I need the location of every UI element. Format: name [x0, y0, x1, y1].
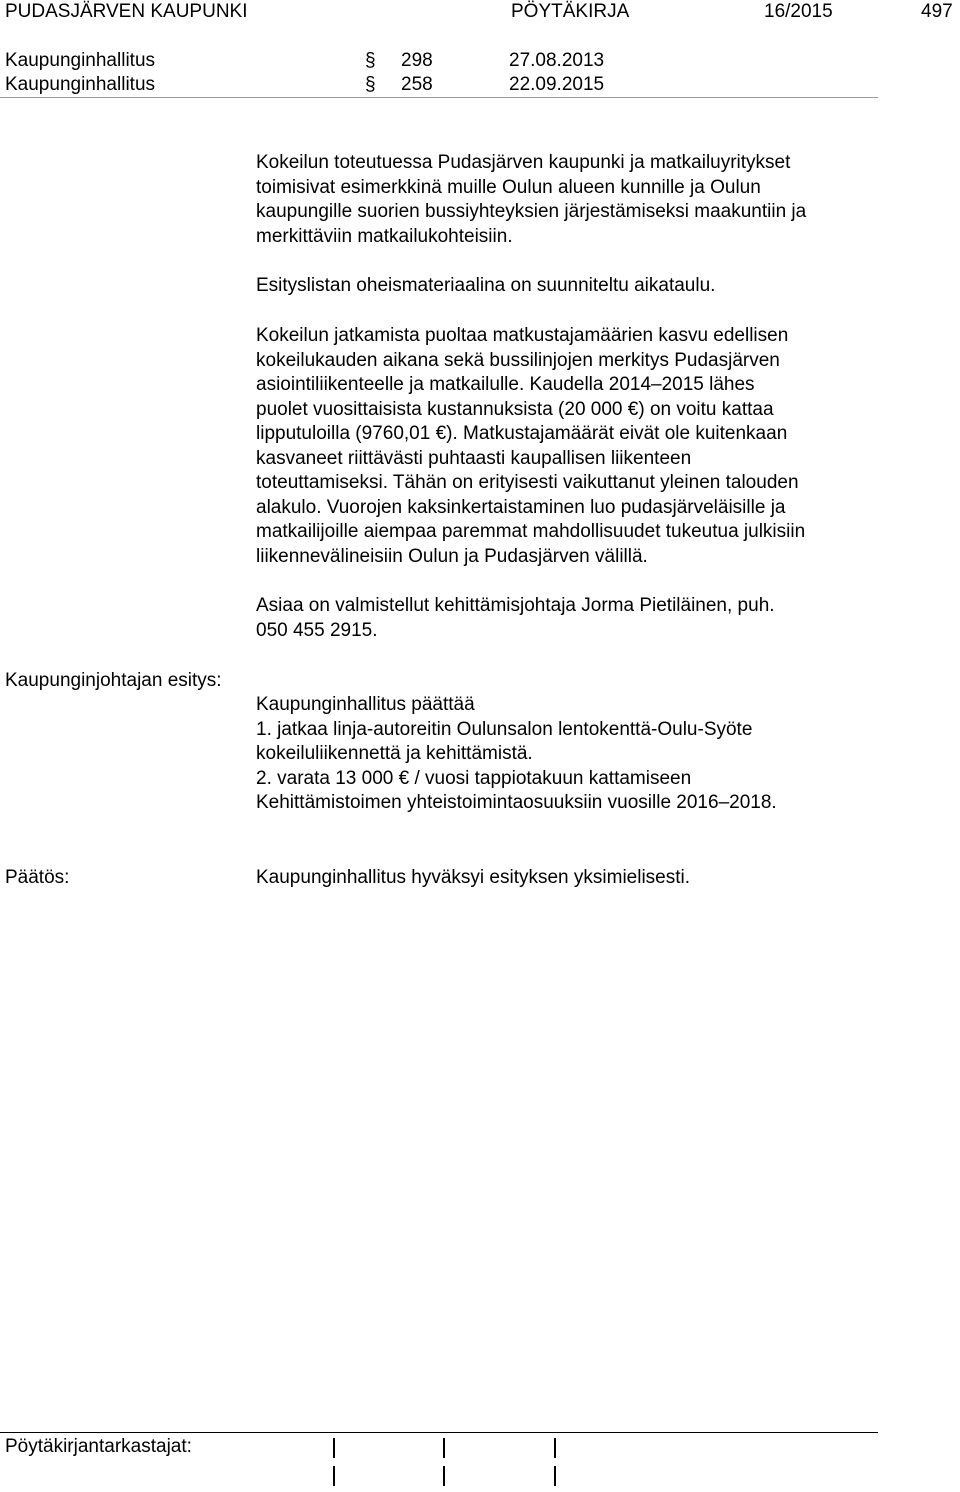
text-line: toimisivat esimerkkinä muille Oulun alueen kunnille ja Oulun — [256, 176, 761, 198]
ref-date: 27.08.2013 — [509, 50, 605, 71]
proposal-text — [256, 693, 956, 816]
decision-text: Kaupunginhallitus hyväksyi esityksen yksimielisesti. — [256, 867, 691, 888]
footer-divider — [0, 1432, 878, 1433]
text-line: kasvaneet riittävästi puhtaasti kaupallisen liikenteen — [256, 447, 692, 469]
text-line: kaupungille suorien bussiyhteyksien järjestämiseksi maakuntiin ja — [256, 201, 807, 222]
text-line: kokeiluliikennettä ja kehittämistä. — [256, 743, 533, 764]
text-line: lipputuloilla (9760,01 €). Matkustajamäärät eivät ole kuitenkaan — [256, 423, 788, 444]
text-line: Asiaa on valmistellut kehittämisjohtaja Jorma Pietiläinen, puh. — [256, 595, 775, 616]
ref-body: Kaupunginhallitus — [5, 74, 156, 95]
text-line: Kaupunginhallitus päättää — [256, 694, 475, 715]
ref-date: 22.09.2015 — [509, 74, 605, 95]
ref-section-number: 258 — [401, 74, 433, 95]
text-line: Kehittämistoimen yhteistoimintaosuuksiin vuosille 2016–2018. — [256, 792, 777, 813]
signature-field[interactable] — [333, 1466, 335, 1486]
signature-field[interactable] — [443, 1438, 445, 1458]
page-number: 497 — [921, 1, 953, 22]
paragraph-attachment — [256, 274, 956, 299]
text-line: kokeilukauden aikana sekä bussilinjojen merkitys Pudasjärven — [256, 349, 780, 371]
text-line: merkittäviin matkailukohteisiin. — [256, 225, 513, 247]
section-symbol: § — [365, 74, 376, 95]
signature-field[interactable] — [333, 1438, 335, 1458]
signature-field[interactable] — [554, 1438, 556, 1458]
text-line: puolet vuosittaisista kustannuksista (20 000 €) on voitu kattaa — [256, 398, 774, 420]
signature-field[interactable] — [443, 1466, 445, 1486]
ref-section-number: 298 — [401, 50, 433, 71]
org-name: PUDASJÄRVEN KAUPUNKI — [5, 1, 248, 22]
text-line: Esityslistan oheismateriaalina on suunniteltu aikataulu. — [256, 275, 716, 296]
doc-type: PÖYTÄKIRJA — [511, 1, 630, 22]
footer-label: Pöytäkirjantarkastajat: — [5, 1436, 192, 1457]
text-line: alakulo. Vuorojen kaksinkertaistaminen luo pudasjärveläisille ja — [256, 496, 786, 518]
issue-number: 16/2015 — [764, 1, 833, 22]
ref-body: Kaupunginhallitus — [5, 50, 156, 71]
text-line: 2. varata 13 000 € / vuosi tappiotakuun kattamiseen — [256, 767, 692, 789]
text-line: toteuttamiseksi. Tähän on erityisesti vaikuttanut yleinen talouden — [256, 472, 799, 493]
paragraph-justification — [256, 324, 956, 569]
header-divider — [0, 97, 878, 98]
proposal-label: Kaupunginjohtajan esitys: — [5, 670, 222, 691]
text-line: 1. jatkaa linja-autoreitin Oulunsalon lentokenttä-Oulu-Syöte — [256, 718, 753, 740]
text-line: Kokeilun toteutuessa Pudasjärven kaupunki ja matkailuyritykset — [256, 152, 791, 173]
decision-label: Päätös: — [5, 867, 70, 888]
text-line: 050 455 2915. — [256, 619, 378, 641]
text-line: asiointiliikenteelle ja matkailulle. Kaudella 2014–2015 lähes — [256, 374, 755, 395]
text-line: matkailijoille aiempaa paremmat mahdollisuudet tukeutua julkisiin — [256, 521, 806, 542]
signature-field[interactable] — [554, 1466, 556, 1486]
section-symbol: § — [365, 50, 376, 71]
paragraph-trial-benefits — [256, 151, 956, 249]
text-line: liikennevälineisiin Oulun ja Pudasjärven välillä. — [256, 545, 648, 567]
paragraph-preparer — [256, 594, 956, 643]
text-line: Kokeilun jatkamista puoltaa matkustajamäärien kasvu edellisen — [256, 325, 789, 346]
